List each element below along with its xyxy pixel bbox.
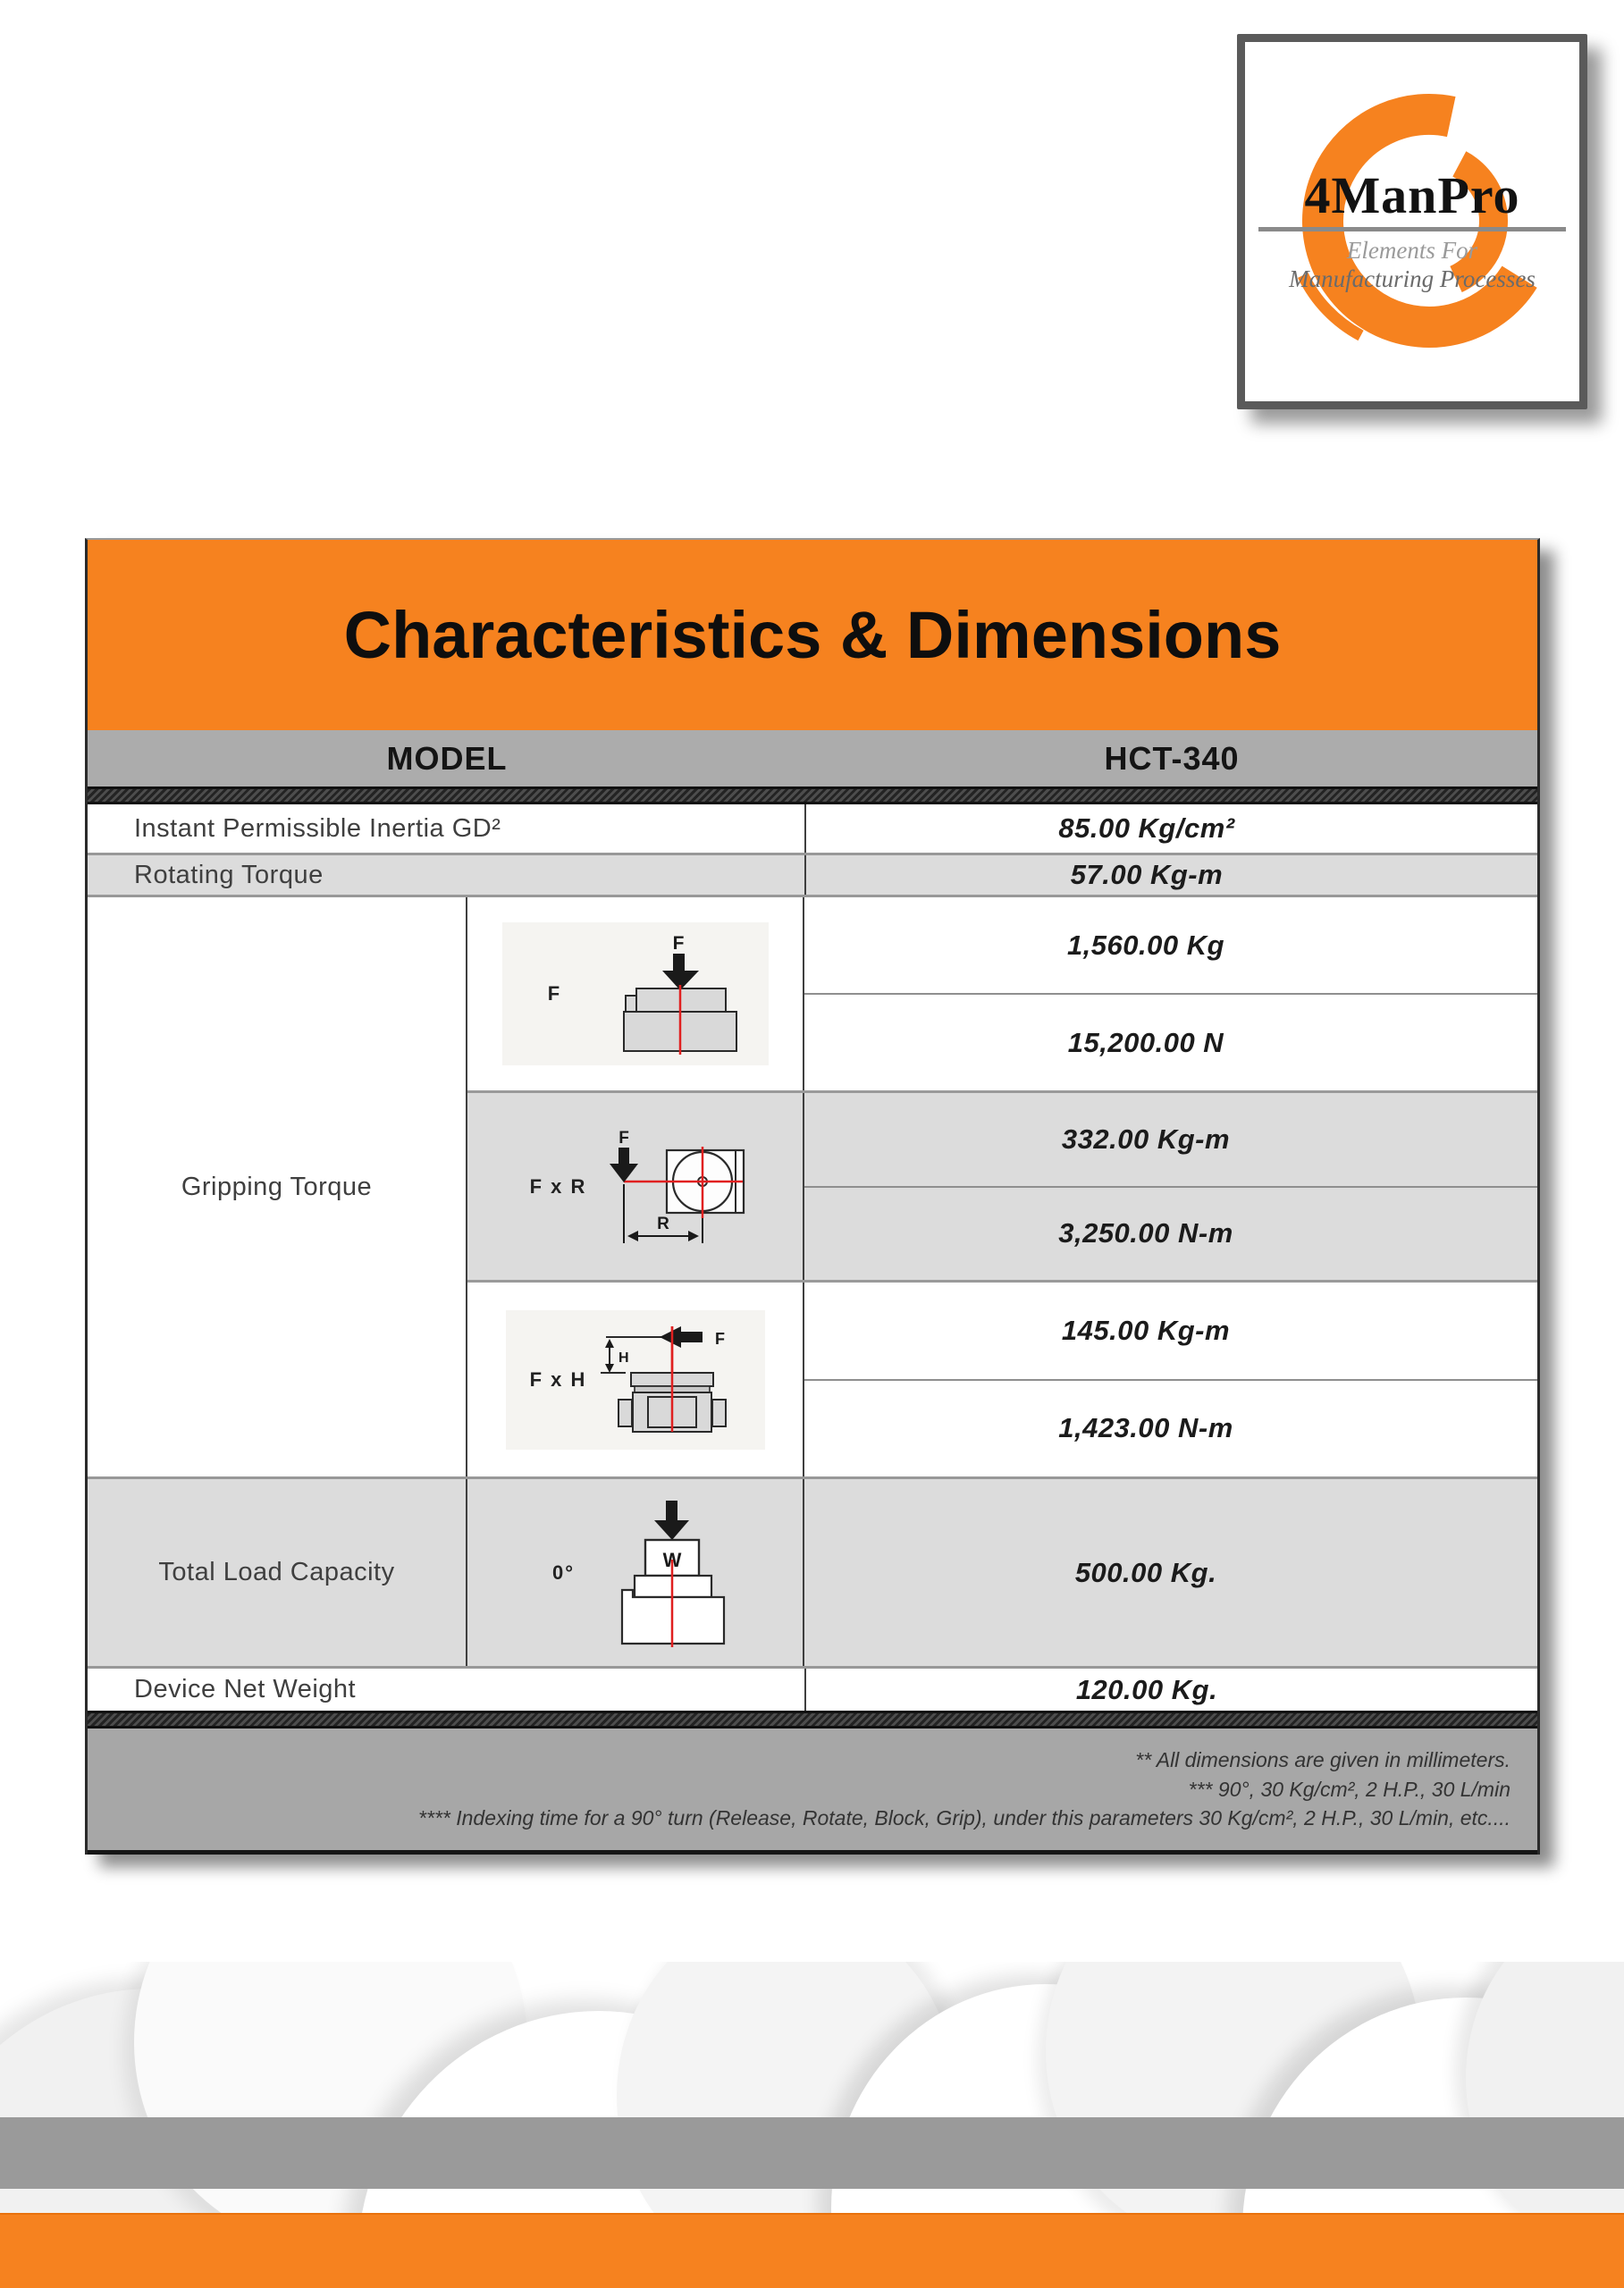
gripping-f-value-kg: 1,560.00 Kg: [804, 897, 1537, 995]
diagram-f-label: F: [547, 982, 562, 1005]
gripping-fxr-values: [804, 1093, 1537, 1280]
footnote-line-1: ** All dimensions are given in millimeters.: [1135, 1748, 1510, 1772]
model-value-header: HCT-340: [1104, 739, 1240, 777]
gripping-torque-subrows: [467, 897, 1537, 1476]
device-net-weight-label: Device Net Weight: [88, 1669, 806, 1711]
hatched-separator-top: [88, 786, 1537, 804]
hatched-separator-bottom: [88, 1711, 1537, 1729]
height-torque-diagram-icon: [597, 1319, 751, 1441]
gripping-torque-label: Gripping Torque: [88, 897, 467, 1476]
svg-text:H: H: [618, 1350, 629, 1366]
inertia-value: 85.00 Kg/cm²: [1058, 812, 1235, 844]
gripping-f-value-n: 15,200.00 N: [1067, 1026, 1224, 1058]
page-title: Characteristics & Dimensions: [343, 598, 1282, 672]
model-header-row: [88, 730, 1537, 786]
gripping-f-values: [804, 897, 1537, 1090]
rotating-torque-value: 57.00 Kg-m: [1070, 859, 1224, 890]
bottom-gray-band: [0, 2117, 1624, 2189]
gripping-fxr-value-n: 3,250.00 N-m: [1058, 1217, 1233, 1249]
table-footnotes: [88, 1729, 1537, 1855]
gripping-subrow-fxh: [467, 1283, 1537, 1476]
load-diagram: [511, 1488, 760, 1658]
diagram-zero-deg-label: 0°: [551, 1560, 576, 1584]
row-rotating-torque: [88, 853, 1537, 897]
gripping-fxh-values: [804, 1283, 1537, 1476]
logo-brand-text: 4ManPro: [1304, 166, 1520, 224]
row-total-load-capacity: [88, 1476, 1537, 1669]
svg-text:W: W: [662, 1548, 681, 1571]
gripping-fxh-value-kg: 145.00 Kg-m: [804, 1283, 1537, 1381]
gripping-diagram-fxh: [506, 1310, 765, 1450]
logo-inner: [1245, 42, 1579, 401]
row-gripping-torque: [88, 897, 1537, 1476]
gripping-diagram-fxh-cell: [467, 1283, 804, 1476]
diagram-fxh-label: F x H: [529, 1367, 587, 1391]
logo-tagline-line1: Elements For: [1346, 237, 1478, 264]
model-column-header: MODEL: [386, 739, 508, 777]
logo-divider-rule: [1258, 227, 1566, 231]
gripping-diagram-f: [502, 922, 769, 1065]
gripping-subrow-f: [467, 897, 1537, 1090]
logo-tagline-line2: Manufacturing Processes: [1289, 265, 1536, 292]
total-load-value: 500.00 Kg.: [1074, 1556, 1217, 1588]
gripping-subrow-fxr: [467, 1090, 1537, 1283]
device-net-weight-value: 120.00 Kg.: [1075, 1673, 1218, 1705]
bottom-orange-band: [0, 2213, 1624, 2288]
company-logo: [1237, 34, 1587, 409]
gripping-fxr-value-kg: 332.00 Kg-m: [804, 1093, 1537, 1188]
footnote-line-3: **** Indexing time for a 90° turn (Release, Rotate, Block, Grip), under this parameters 30 Kg/cm², 2 H.P., 30 L/min, etc....: [418, 1806, 1510, 1830]
spec-table: [85, 538, 1540, 1855]
load-diagram-cell: [467, 1479, 804, 1666]
gripping-fxh-value-n: 1,423.00 N-m: [1058, 1412, 1233, 1444]
radial-torque-diagram-icon: [597, 1123, 751, 1250]
gripping-diagram-fxr-cell: [467, 1093, 804, 1280]
load-weight-diagram-icon: [602, 1497, 745, 1649]
svg-text:F: F: [714, 1329, 725, 1348]
gripping-diagram-fxr: [506, 1115, 765, 1259]
row-device-net-weight: [88, 1669, 1537, 1711]
axial-force-diagram-icon: [593, 931, 754, 1056]
row-inertia: [88, 804, 1537, 853]
svg-text:F: F: [618, 1128, 629, 1148]
gripping-diagram-f-cell: [467, 897, 804, 1090]
inertia-label: Instant Permissible Inertia GD²: [88, 804, 806, 853]
svg-text:F: F: [672, 933, 684, 954]
diagram-fxr-label: F x R: [529, 1174, 587, 1198]
svg-text:R: R: [656, 1214, 669, 1233]
rotating-torque-label: Rotating Torque: [88, 855, 806, 895]
total-load-label: Total Load Capacity: [88, 1479, 467, 1666]
table-title-banner: [88, 540, 1537, 730]
footnote-line-2: *** 90°, 30 Kg/cm², 2 H.P., 30 L/min: [1188, 1777, 1510, 1801]
